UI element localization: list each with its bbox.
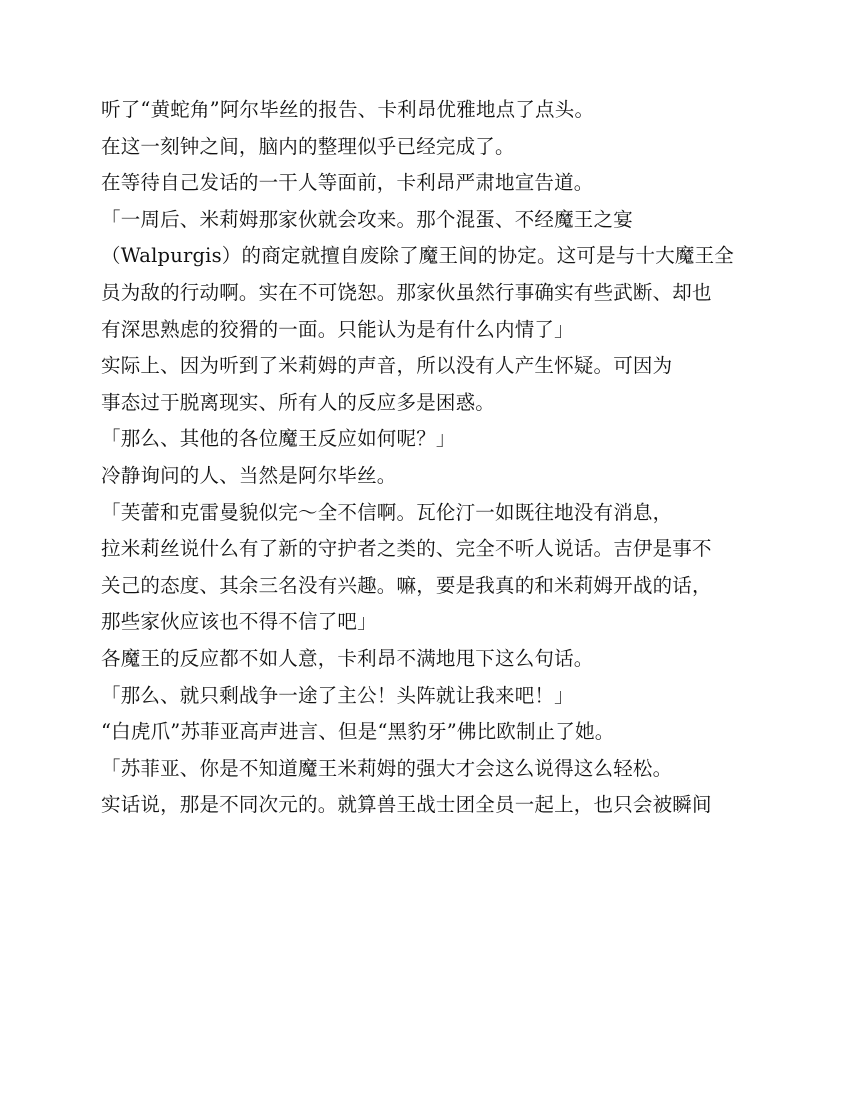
text-line: “白虎爪”苏菲亚高声进言、但是“黑豹牙”佛比欧制止了她。 [101, 720, 615, 744]
text-line: 关己的态度、其余三名没有兴趣。嘛，要是我真的和米莉姆开战的话， [101, 573, 712, 597]
text-line: 「一周后、米莉姆那家伙就会攻来。那个混蛋、不经魔王之宴 [101, 207, 633, 231]
text-line: 那些家伙应该也不得不信了吧」 [101, 610, 377, 634]
text-line: （Walpurgis）的商定就擅自废除了魔王间的协定。这可是与十大魔王全 [101, 244, 734, 268]
text-line: 「那么、就只剩战争一途了主公！头阵就让我来吧！」 [101, 683, 574, 707]
text-line: 在这一刻钟之间，脑内的整理似乎已经完成了。 [101, 134, 515, 158]
text-line: 实际上、因为听到了米莉姆的声音，所以没有人产生怀疑。可因为 [101, 354, 673, 378]
text-line: 冷静询问的人、当然是阿尔毕丝。 [101, 463, 397, 487]
text-line: 事态过于脱离现实、所有人的反应多是困惑。 [101, 390, 496, 414]
text-line: 员为敌的行动啊。实在不可饶恕。那家伙虽然行事确实有些武断、却也 [101, 280, 712, 304]
text-line: 「芙蕾和克雷曼貌似完～全不信啊。瓦伦汀一如既往地没有消息， [101, 500, 673, 524]
text-line: 实话说，那是不同次元的。就算兽王战士团全员一起上，也只会被瞬间 [101, 793, 712, 817]
text-line: 有深思熟虑的狡猾的一面。只能认为是有什么内情了」 [101, 317, 574, 341]
text-line: 拉米莉丝说什么有了新的守护者之类的、完全不听人说话。吉伊是事不 [101, 537, 712, 561]
text-line: 在等待自己发话的一干人等面前，卡利昂严肃地宣告道。 [101, 171, 594, 195]
text-line: 「那么、其他的各位魔王反应如何呢？」 [101, 427, 456, 451]
text-line: 「苏菲亚、你是不知道魔王米莉姆的强大才会这么说得这么轻松。 [101, 756, 673, 780]
text-line: 听了“黄蛇角”阿尔毕丝的报告、卡利昂优雅地点了点头。 [101, 98, 595, 121]
text-line: 各魔王的反应都不如人意，卡利昂不满地甩下这么句话。 [101, 646, 594, 670]
body-text [101, 92, 761, 824]
